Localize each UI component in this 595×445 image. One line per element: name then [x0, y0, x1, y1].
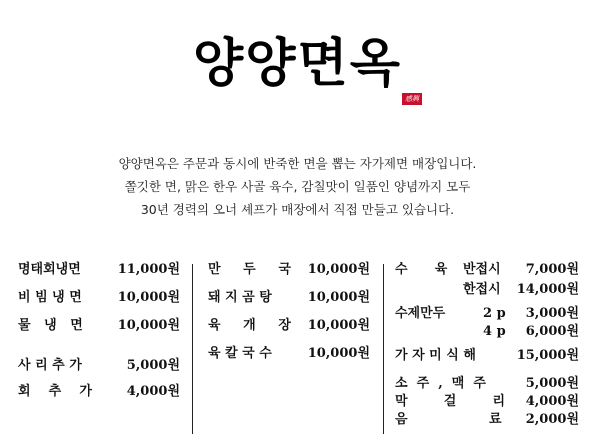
menu-item	[395, 324, 583, 340]
menu-item-price: 3,000원	[525, 306, 579, 321]
menu-item-name: 돼 지 곰 탕	[208, 290, 272, 305]
menu-item-price: 10,000원	[307, 318, 370, 333]
intro-text	[0, 152, 595, 221]
menu-item-name: 사 리 추 가	[18, 358, 82, 373]
menu-item	[208, 318, 376, 334]
menu-item	[18, 290, 186, 306]
column-divider	[192, 264, 193, 434]
menu-item-price: 11,000원	[117, 262, 180, 277]
menu-item-price: 10,000원	[307, 262, 370, 277]
menu-item-price: 10,000원	[307, 346, 370, 361]
menu-item	[395, 282, 583, 298]
menu-item-price: 5,000원	[126, 358, 180, 373]
intro-line-1: 양양면옥은 주문과 동시에 반죽한 면을 뽑는 자가제면 매장입니다.	[118, 156, 477, 171]
menu-item-price: 10,000원	[117, 290, 180, 305]
menu-item	[395, 376, 583, 392]
menu-item	[208, 262, 376, 278]
menu-item-name: 가 자 미 식 해	[395, 348, 476, 363]
menu-item-price: 10,000원	[117, 318, 180, 333]
menu-item	[208, 346, 376, 362]
menu-item-portion: 2 p	[483, 306, 506, 321]
menu-item-portion: 반접시	[463, 262, 501, 277]
restaurant-name: 양양면옥	[193, 34, 402, 94]
menu-item	[395, 412, 583, 428]
menu-item-name: 수제만두	[395, 306, 446, 321]
column-divider	[383, 264, 384, 434]
menu-item	[208, 290, 376, 306]
menu-item-name: 소 주 , 맥 주	[395, 376, 486, 391]
intro-line-3: 30년 경력의 오너 셰프가 매장에서 직접 만들고 있습니다.	[140, 202, 455, 217]
menu-item	[18, 384, 186, 400]
menu-item-name: 육 칼 국 수	[208, 346, 272, 361]
menu-item-name: 육 개 장	[208, 318, 291, 333]
menu-item-price: 4,000원	[525, 394, 579, 409]
menu-item-portion: 한접시	[463, 282, 501, 297]
menu-item-name: 비 빔 냉 면	[18, 290, 82, 305]
menu-item	[395, 306, 583, 322]
intro-line-2: 쫄깃한 면, 맑은 한우 사골 육수, 감칠맛이 일품인 양념까지 모두	[124, 179, 471, 194]
menu-item-price: 10,000원	[307, 290, 370, 305]
menu-item	[395, 348, 583, 364]
menu-item-price: 7,000원	[525, 262, 579, 277]
menu-item-name: 막 걸 리	[395, 394, 506, 409]
menu-item-price: 2,000원	[525, 412, 579, 427]
menu-item-price: 6,000원	[525, 324, 579, 339]
seal-stamp: 感興	[402, 93, 422, 105]
menu-item-portion: 4 p	[483, 324, 506, 339]
menu-item-name: 만 두 국	[208, 262, 291, 277]
menu-item-price: 4,000원	[126, 384, 180, 399]
menu-item	[18, 358, 186, 374]
menu-item-price: 15,000원	[516, 348, 579, 363]
menu-item	[18, 318, 186, 334]
menu-item-name: 음 료	[395, 412, 502, 427]
menu-item-name: 회 추 가	[18, 384, 92, 399]
menu-item-price: 5,000원	[525, 376, 579, 391]
menu-item-name: 수 육	[395, 262, 448, 277]
menu-item	[395, 394, 583, 410]
menu-item	[18, 262, 186, 278]
menu-item-name: 명태회냉면	[18, 262, 81, 277]
menu-item-name: 물 냉 면	[18, 318, 83, 333]
menu-item-price: 14,000원	[516, 282, 579, 297]
menu-item	[395, 262, 583, 278]
